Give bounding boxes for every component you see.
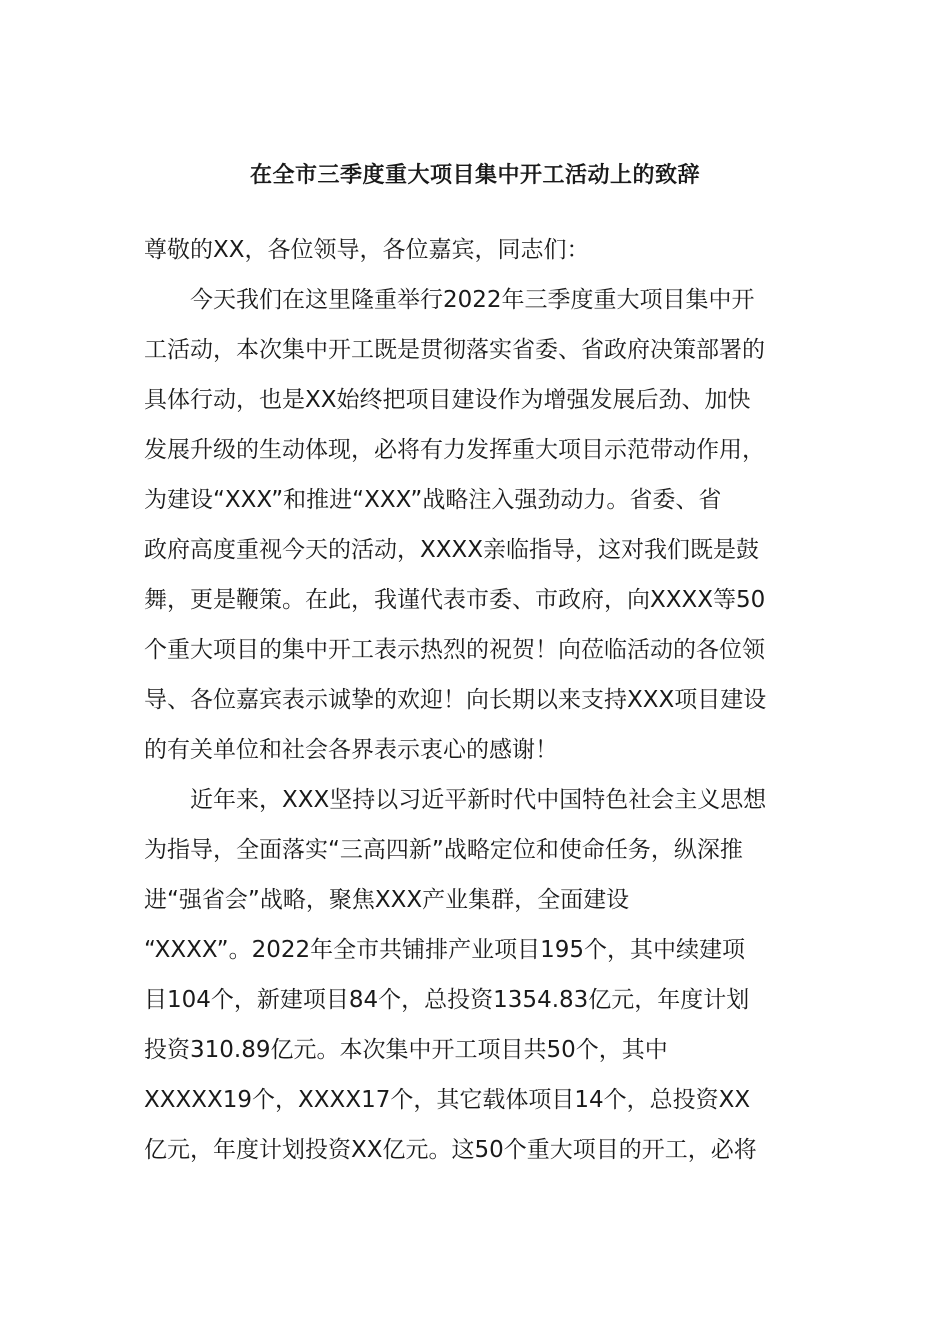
body-line: XXXXX19个，XXXX17个，其它载体项目14个，总投资XX (144, 1087, 751, 1113)
body-line: 政府高度重视今天的活动，XXXX亲临指导，这对我们既是鼓 (144, 537, 760, 563)
body-line: “XXXX”。2022年全市共铺排产业项目195个，其中续建项 (144, 937, 746, 963)
body-line: 目104个，新建项目84个，总投资1354.83亿元，年度计划 (144, 987, 750, 1013)
document-title: 在全市三季度重大项目集中开工活动上的致辞 (249, 163, 700, 188)
body-line: 工活动，本次集中开工既是贯彻落实省委、省政府决策部署的 (144, 337, 765, 363)
body-line: 个重大项目的集中开工表示热烈的祝贺！向莅临活动的各位领 (144, 637, 765, 663)
body-line: 近年来，XXX坚持以习近平新时代中国特色社会主义思想 (144, 787, 767, 813)
body-line: 为指导，全面落实“三高四新”战略定位和使命任务，纵深推 (144, 837, 743, 863)
body-line: 进“强省会”战略，聚焦XXX产业集群，全面建设 (144, 887, 630, 913)
body-line: 具体行动，也是XX始终把项目建设作为增强发展后劲、加快 (144, 387, 751, 413)
body-line: 投资310.89亿元。本次集中开工项目共50个，其中 (144, 1037, 668, 1063)
body-line-salutation: 尊敬的XX，各位领导，各位嘉宾，同志们： (144, 237, 590, 263)
body-line: 为建设“XXX”和推进“XXX”战略注入强劲动力。省委、省 (144, 487, 722, 513)
body-line: 发展升级的生动体现，必将有力发挥重大项目示范带动作用， (144, 437, 765, 463)
body-line: 亿元，年度计划投资XX亿元。这50个重大项目的开工，必将 (144, 1137, 757, 1163)
body-line: 的有关单位和社会各界表示衷心的感谢！ (144, 737, 558, 763)
body-line: 舞，更是鞭策。在此，我谨代表市委、市政府，向XXXX等50 (144, 587, 766, 613)
body-line: 导、各位嘉宾表示诚挚的欢迎！向长期以来支持XXX项目建设 (144, 687, 767, 713)
body-line: 今天我们在这里隆重举行2022年三季度重大项目集中开 (144, 287, 755, 313)
